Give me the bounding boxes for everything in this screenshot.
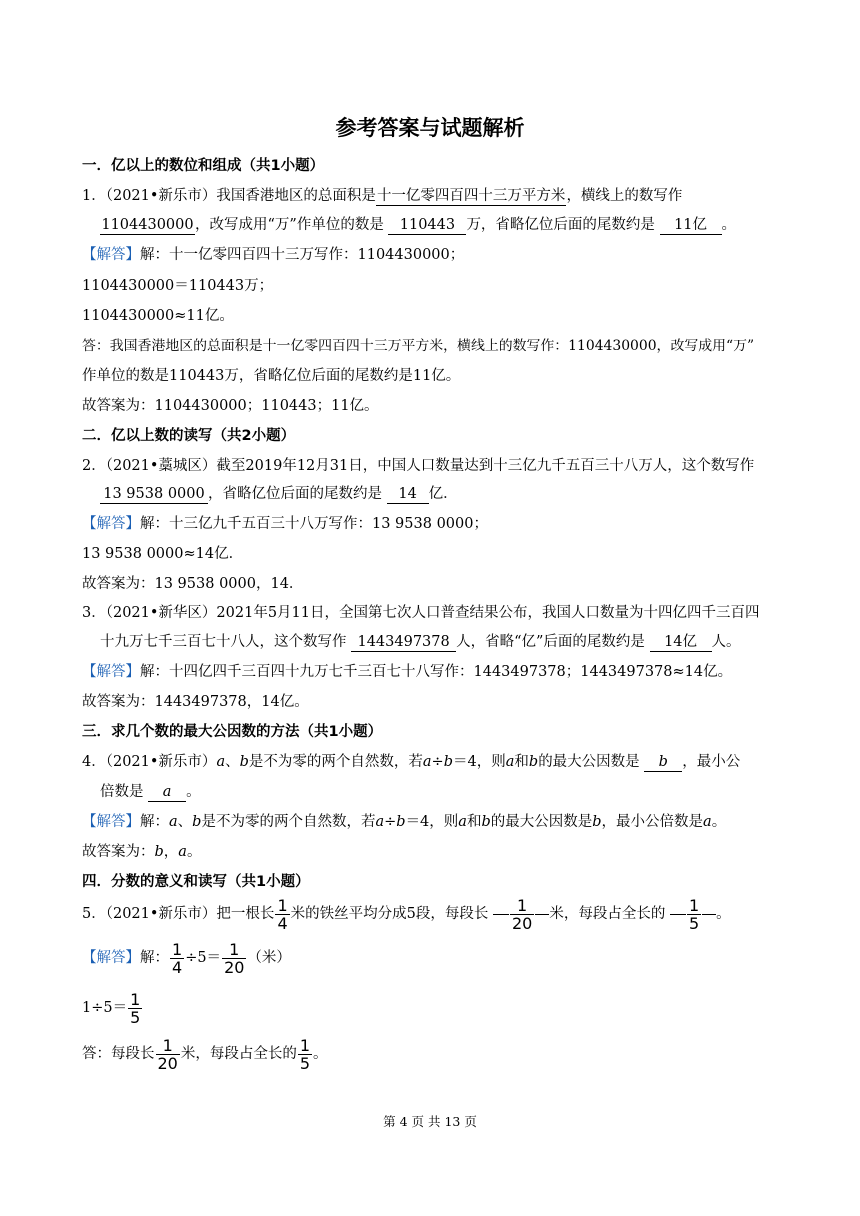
section-heading-1: 一．亿以上的数位和组成（共1小题） xyxy=(82,158,325,174)
solution-tag: 【解答】 xyxy=(82,814,140,830)
fraction-answer: $\frac{1}{5}$ xyxy=(688,895,700,933)
solution-1-line-5: 作单位的数是110443万，省略亿位后面的尾数约是11亿。 xyxy=(82,368,461,384)
solution-tag: 【解答】 xyxy=(82,664,140,680)
question-4-line-1: 4．（2021•新乐市）a、b是不为零的两个自然数，若a÷b＝4，则a和b的最大公因数是 b ，最小公 xyxy=(82,754,741,770)
question-5-line-1: 5．（2021•新乐市）把一根长 $\frac{1}{4}$ 米的铁丝平均分成5段，每段长 $\frac{1}{20}$ 米，每段占全长的 $\frac{1}{5}$ 。 xyxy=(82,895,731,933)
solution-1-final: 故答案为：1104430000；110443；11亿。 xyxy=(82,398,379,414)
solution-1-line-1: 【解答】解：十一亿零四百四十三万写作：1104430000； xyxy=(82,247,465,263)
question-1-line-2: 1104430000，改写成用“万”作单位的数是 110443 万，省略亿位后面的尾数约是 11亿 。 xyxy=(101,217,737,233)
section-heading-4: 四．分数的意义和读写（共1小题） xyxy=(82,874,310,890)
solution-tag: 【解答】 xyxy=(82,247,140,263)
answer-blank: 13 9538 0000 xyxy=(100,485,208,504)
answer-blank: 1104430000 xyxy=(101,217,194,233)
section-heading-2: 二．亿以上数的读写（共2小题） xyxy=(82,428,296,444)
answer-blank: 110443 xyxy=(388,216,466,235)
solution-5-line-1: 【解答】解： $\frac{1}{4}$ ÷5＝ $\frac{1}{20}$ （米） xyxy=(82,939,291,977)
page-footer: 第 4 页 共 13 页 xyxy=(383,1114,477,1129)
answer-blank-left xyxy=(493,914,509,915)
solution-4-final: 故答案为：b，a。 xyxy=(82,844,202,860)
fraction: $\frac{1}{20}$ xyxy=(157,1035,178,1073)
answer-blank-right xyxy=(702,914,716,915)
solution-tag: 【解答】 xyxy=(82,950,140,966)
solution-3-line-1: 【解答】解：十四亿四千三百四十九万七千三百七十八写作：1443497378；1443497378≈14亿。 xyxy=(82,664,733,680)
solution-2-line-2: 13 9538 0000≈14亿． xyxy=(82,546,244,562)
answer-blank: 1443497378 xyxy=(351,633,456,652)
answer-blank: b xyxy=(644,753,682,772)
solution-2-line-1: 【解答】解：十三亿九千五百三十八万写作：13 9538 0000； xyxy=(82,516,488,532)
answer-blank: 11亿 xyxy=(660,216,722,235)
solution-5-line-2: 1÷5＝ $\frac{1}{5}$ xyxy=(82,989,141,1027)
solution-tag: 【解答】 xyxy=(82,516,140,532)
fraction: $\frac{1}{5}$ xyxy=(130,989,141,1027)
solution-1-line-4: 答：我国香港地区的总面积是十一亿零四百四十三万平方米，横线上的数写作：1104430000，改写成用“万” xyxy=(82,338,755,354)
answer-blank: a xyxy=(148,783,186,802)
fraction: $\frac{1}{5}$ xyxy=(299,1035,311,1073)
question-3-line-2: 十九万七千三百七十八人，这个数写作 1443497378 人，省略“亿”后面的尾数约是 14亿 人。 xyxy=(100,634,741,650)
solution-3-final: 故答案为：1443497378，14亿。 xyxy=(82,694,309,710)
question-1-line-1: 1．（2021•新乐市）我国香港地区的总面积是十一亿零四百四十三万平方米，横线上的数写作 xyxy=(82,188,683,204)
fraction: $\frac{1}{4}$ xyxy=(277,895,288,933)
answer-blank: 14 xyxy=(387,485,429,504)
question-3-line-1: 3．（2021•新华区）2021年5月11日，全国第七次人口普查结果公布，我国人口数量为十四亿四千三百四 xyxy=(82,605,760,621)
question-4-line-2: 倍数是 a 。 xyxy=(100,784,201,800)
question-2-line-2: 13 9538 0000 ，省略亿位后面的尾数约是 14 亿． xyxy=(100,484,458,504)
answer-blank-right xyxy=(535,914,549,915)
solution-5-answer: 答：每段长 $\frac{1}{20}$ 米，每段占全长的 $\frac{1}{5}$ 。 xyxy=(82,1035,328,1073)
fraction-answer: $\frac{1}{20}$ xyxy=(511,895,533,933)
solution-1-line-3: 1104430000≈11亿。 xyxy=(82,308,234,324)
answer-blank: 14亿 xyxy=(650,633,712,652)
section-heading-3: 三．求几个数的最大公因数的方法（共1小题） xyxy=(82,724,383,740)
solution-1-line-2: 1104430000＝110443万； xyxy=(82,278,274,294)
fraction: $\frac{1}{20}$ xyxy=(224,939,245,977)
solution-4-line-1: 【解答】解：a、b是不为零的两个自然数，若a÷b＝4，则a和b的最大公因数是b，最小公倍数是a。 xyxy=(82,814,727,830)
underlined-phrase: 十一亿零四百四十三万平方米 xyxy=(376,188,566,204)
solution-2-final: 故答案为：13 9538 0000，14． xyxy=(82,576,304,592)
fraction: $\frac{1}{4}$ xyxy=(172,939,183,977)
page-title: 参考答案与试题解析 xyxy=(335,116,525,140)
answer-blank-left xyxy=(670,914,686,915)
question-2-line-1: 2．（2021•藁城区）截至2019年12月31日，中国人口数量达到十三亿九千五百三十八万人，这个数写作 xyxy=(82,458,755,474)
